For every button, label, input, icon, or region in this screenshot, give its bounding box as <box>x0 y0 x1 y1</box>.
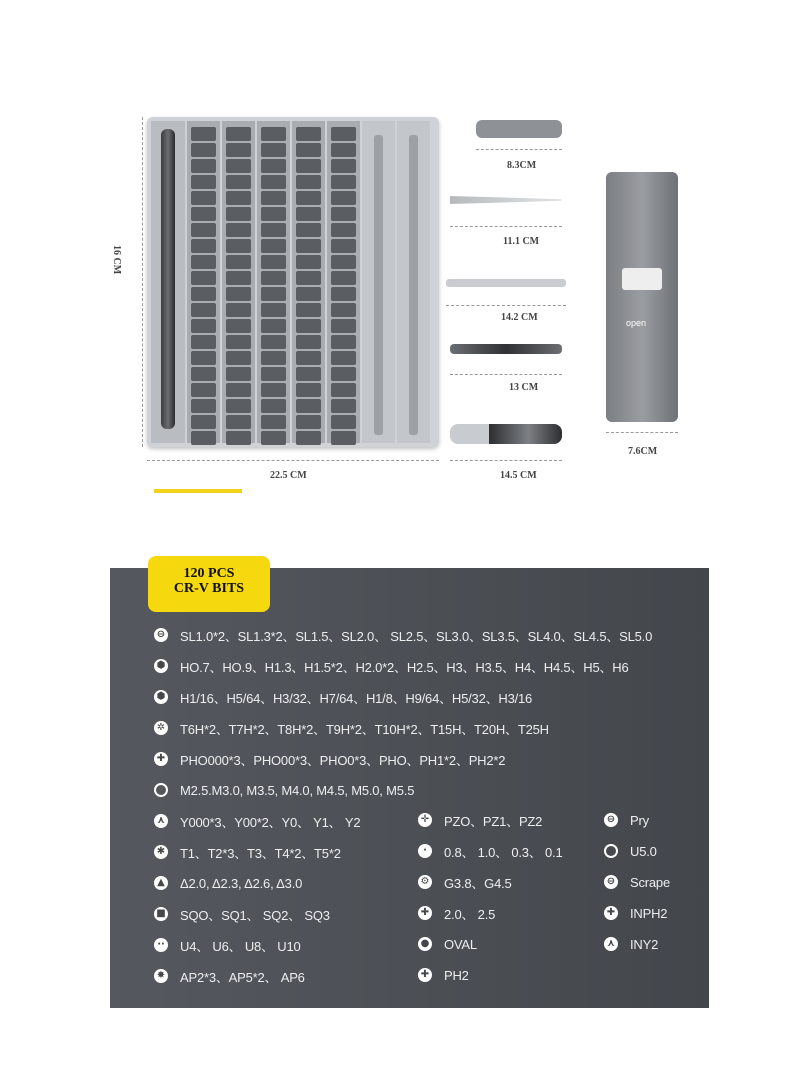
bit-row <box>154 687 532 707</box>
bit-row <box>418 965 469 985</box>
bit-slot <box>261 319 286 333</box>
bit-slot <box>261 175 286 189</box>
bit-slot <box>261 287 286 301</box>
bit-slot <box>296 127 321 141</box>
bit-slot <box>296 383 321 397</box>
bit-slot <box>331 255 356 269</box>
bit-slot <box>296 175 321 189</box>
bit-slot <box>226 335 251 349</box>
bit-slot <box>331 383 356 397</box>
bit-slot <box>331 367 356 381</box>
bit-column <box>187 121 220 443</box>
inph-icon: ✚ <box>604 906 618 920</box>
phillips-icon: ✚ <box>154 752 168 766</box>
pry-tool-image <box>446 279 566 287</box>
bit-slot <box>296 271 321 285</box>
open-label: open <box>626 318 647 328</box>
bit-slot <box>296 319 321 333</box>
bit-column <box>222 121 255 443</box>
tool-blade <box>409 135 418 435</box>
banner-material: CR-V BITS <box>173 581 245 596</box>
height-guide <box>142 117 143 447</box>
bit-slot <box>226 415 251 429</box>
pentalobe-icon: ✸ <box>154 969 168 983</box>
bit-slot <box>261 207 286 221</box>
spudger-guide <box>476 149 562 150</box>
bit-slot <box>191 415 216 429</box>
bit-slot <box>191 175 216 189</box>
bit-slot <box>296 159 321 173</box>
bit-row <box>604 841 657 861</box>
bit-slot <box>226 159 251 173</box>
bit-slot <box>191 431 216 445</box>
bit-slot <box>191 255 216 269</box>
bit-slot <box>296 287 321 301</box>
bit-row <box>418 872 512 892</box>
bit-slot <box>226 287 251 301</box>
bit-sizes: INPH2 <box>630 905 668 921</box>
bit-slot <box>191 127 216 141</box>
bit-row <box>604 872 670 892</box>
bit-slot <box>296 239 321 253</box>
bit-slot <box>331 303 356 317</box>
extension-bar-guide <box>450 374 562 375</box>
bit-row <box>418 903 495 923</box>
cylinder-guide <box>606 432 678 433</box>
bit-slot <box>331 399 356 413</box>
spudger-image <box>476 120 562 138</box>
bit-slot <box>261 159 286 173</box>
bit-row <box>154 904 330 924</box>
tool-column <box>397 121 430 443</box>
bit-slot <box>261 239 286 253</box>
width-guide <box>147 460 439 461</box>
bit-slot <box>331 159 356 173</box>
bit-sizes: PZO、PZ1、PZ2 <box>444 813 543 829</box>
square-icon: ■ <box>154 907 168 921</box>
bit-slot <box>191 399 216 413</box>
bit-sizes: SQO、SQ1、 SQ2、 SQ3 <box>180 907 330 923</box>
bit-slot <box>261 399 286 413</box>
bit-slot <box>191 367 216 381</box>
bit-slot <box>296 367 321 381</box>
bit-sizes: AP2*3、AP5*2、 AP6 <box>180 969 305 985</box>
bit-slot <box>226 319 251 333</box>
pozi-icon: ✛ <box>418 813 432 827</box>
bit-sizes: M2.5.M3.0, M3.5, M4.0, M4.5, M5.0, M5.5 <box>180 782 415 798</box>
cross-icon: ✚ <box>418 906 432 920</box>
bit-slot <box>191 335 216 349</box>
slotted-icon: ⊖ <box>154 628 168 642</box>
cylinder-width-label: 7.6CM <box>628 446 658 457</box>
bit-slot <box>191 383 216 397</box>
bit-slot <box>331 191 356 205</box>
extension-bar-image <box>450 344 562 354</box>
torx-hole-icon: ✲ <box>154 721 168 735</box>
bit-slot <box>191 159 216 173</box>
bit-slot <box>226 255 251 269</box>
bit-slot <box>261 191 286 205</box>
bit-slot <box>191 287 216 301</box>
bit-column <box>327 121 360 443</box>
bit-slot <box>331 335 356 349</box>
bit-slot <box>331 287 356 301</box>
bit-slot <box>296 303 321 317</box>
ph-icon: ✚ <box>418 968 432 982</box>
bit-slot <box>331 319 356 333</box>
pry-tool-guide <box>446 305 566 306</box>
bit-slot <box>191 223 216 237</box>
bit-sizes: Y000*3、Y00*2、Y0、 Y1、 Y2 <box>180 814 361 830</box>
bit-sizes: INY2 <box>630 936 659 952</box>
bit-slot <box>191 319 216 333</box>
bit-slot <box>226 223 251 237</box>
hex-icon: ⬢ <box>154 659 168 673</box>
spudger-length: 8.3CM <box>507 160 537 171</box>
open-badge <box>622 268 662 290</box>
count-banner <box>148 556 270 612</box>
bit-slot <box>261 367 286 381</box>
bit-slot <box>226 191 251 205</box>
bit-sizes: OVAL <box>444 936 477 952</box>
bit-slot <box>296 399 321 413</box>
bit-sizes: T6H*2、T7H*2、T8H*2、T9H*2、T10H*2、T15H、T20H、T25H <box>180 721 549 737</box>
ring-icon <box>154 783 168 797</box>
bit-row <box>418 810 542 830</box>
bit-row <box>604 810 649 830</box>
bit-slot <box>261 383 286 397</box>
gear-icon: ⚙ <box>418 875 432 889</box>
bit-sizes: SL1.0*2、SL1.3*2、SL1.5、SL2.0、 SL2.5、SL3.0、SL3.5、SL4.0、SL4.5、SL5.0 <box>180 628 653 644</box>
bit-slot <box>191 191 216 205</box>
bit-sizes: H1/16、H5/64、H3/32、H7/64、H1/8、H9/64、H5/32、H3/16 <box>180 690 533 706</box>
bit-slot <box>261 335 286 349</box>
bit-slot <box>296 255 321 269</box>
bit-slot <box>296 335 321 349</box>
bit-slot <box>191 303 216 317</box>
bit-slot <box>331 127 356 141</box>
bit-slot <box>331 143 356 157</box>
handle-guide <box>450 460 562 461</box>
banner-count: 120 PCS <box>183 566 235 581</box>
bit-slot <box>191 143 216 157</box>
bit-slot <box>226 207 251 221</box>
bit-slot <box>226 143 251 157</box>
screwdriver <box>161 129 175 429</box>
bit-slot <box>261 223 286 237</box>
bit-case <box>147 117 439 447</box>
accent-bar <box>154 489 242 493</box>
triangle-icon: ▲ <box>154 876 168 890</box>
bit-slot <box>261 431 286 445</box>
bit-slot <box>261 415 286 429</box>
bit-sizes: U5.0 <box>630 843 657 859</box>
bit-slot <box>261 255 286 269</box>
hex-inch-icon: ⬢ <box>154 690 168 704</box>
bit-slot <box>331 431 356 445</box>
bit-slot <box>331 239 356 253</box>
bit-sizes: 0.8、 1.0、 0.3、 0.1 <box>444 844 563 860</box>
tweezers-guide <box>450 226 562 227</box>
bit-slot <box>226 383 251 397</box>
bit-slot <box>296 143 321 157</box>
tool-column <box>362 121 395 443</box>
bit-slot <box>331 351 356 365</box>
bit-slot <box>331 223 356 237</box>
torx-icon: ✱ <box>154 845 168 859</box>
bit-row <box>154 811 360 831</box>
bit-slot <box>331 415 356 429</box>
case-height-label: 16 CM <box>111 245 122 275</box>
bit-slot <box>191 207 216 221</box>
bit-slot <box>296 351 321 365</box>
bit-slot <box>331 207 356 221</box>
bit-sizes: PH2 <box>444 967 469 983</box>
bit-slot <box>191 271 216 285</box>
bit-slot <box>261 127 286 141</box>
bit-column <box>292 121 325 443</box>
bit-sizes: Δ2.0, Δ2.3, Δ2.6, Δ3.0 <box>180 875 303 891</box>
bit-slot <box>296 431 321 445</box>
tool-blade <box>374 135 383 435</box>
bit-slot <box>226 399 251 413</box>
bit-row <box>154 873 302 893</box>
bit-slot <box>261 351 286 365</box>
bit-row <box>154 780 414 800</box>
bit-sizes: PHO000*3、PHO00*3、PHO0*3、PHO、PH1*2、PH2*2 <box>180 752 506 768</box>
bit-row <box>154 718 549 738</box>
bit-row <box>418 934 477 954</box>
bit-sizes: U4、 U6、 U8、 U10 <box>180 938 301 954</box>
dot-icon: · <box>418 844 432 858</box>
bit-slot <box>226 271 251 285</box>
bit-slot <box>226 175 251 189</box>
driver-slot <box>151 121 185 443</box>
bit-row <box>154 656 629 676</box>
scrape-icon: ⊖ <box>604 875 618 889</box>
bit-row <box>154 842 341 862</box>
bit-slot <box>261 271 286 285</box>
bit-row <box>418 841 563 861</box>
tri-wing-icon: ⋏ <box>154 814 168 828</box>
handle-length: 14.5 CM <box>500 470 537 481</box>
bit-slot <box>296 223 321 237</box>
iny-icon: ⋏ <box>604 937 618 951</box>
bit-slot <box>191 239 216 253</box>
pry-icon: ⊖ <box>604 813 618 827</box>
bit-slot <box>226 239 251 253</box>
bit-row <box>154 749 505 769</box>
u-shape-icon: ·· <box>154 938 168 952</box>
extension-bar-length: 13 CM <box>509 382 539 393</box>
bit-slot <box>331 175 356 189</box>
tweezers-image <box>450 196 562 204</box>
bit-column <box>257 121 290 443</box>
bit-slot <box>226 431 251 445</box>
bit-slot <box>261 303 286 317</box>
case-width-label: 22.5 CM <box>270 470 307 481</box>
bit-row <box>154 966 305 986</box>
storage-cylinder <box>606 172 678 422</box>
bit-sizes: T1、T2*3、T3、T4*2、T5*2 <box>180 845 341 861</box>
bit-sizes: Scrape <box>630 874 670 890</box>
u-ring-icon <box>604 844 618 858</box>
tweezers-length: 11.1 CM <box>503 236 540 247</box>
bit-slot <box>191 351 216 365</box>
bit-row <box>604 934 658 954</box>
bit-sizes: HO.7、HO.9、H1.3、H1.5*2、H2.0*2、H2.5、H3、H3.5、H4、H4.5、H5、H6 <box>180 659 629 675</box>
bit-slot <box>296 415 321 429</box>
bit-slot <box>331 271 356 285</box>
bit-sizes: 2.0、 2.5 <box>444 906 496 922</box>
product-photo <box>0 0 798 540</box>
bit-slot <box>226 351 251 365</box>
bit-sizes: Pry <box>630 812 649 828</box>
bit-slot <box>261 143 286 157</box>
bit-row <box>154 935 301 955</box>
bit-sizes: G3.8、G4.5 <box>444 875 512 891</box>
bit-row <box>604 903 667 923</box>
bit-slot <box>296 191 321 205</box>
handle-image <box>450 424 562 444</box>
bit-slot <box>226 303 251 317</box>
pry-tool-length: 14.2 CM <box>501 312 538 323</box>
bit-slot <box>226 127 251 141</box>
bit-row <box>154 625 652 645</box>
oval-icon: ● <box>418 937 432 951</box>
bit-slot <box>226 367 251 381</box>
bit-slot <box>296 207 321 221</box>
